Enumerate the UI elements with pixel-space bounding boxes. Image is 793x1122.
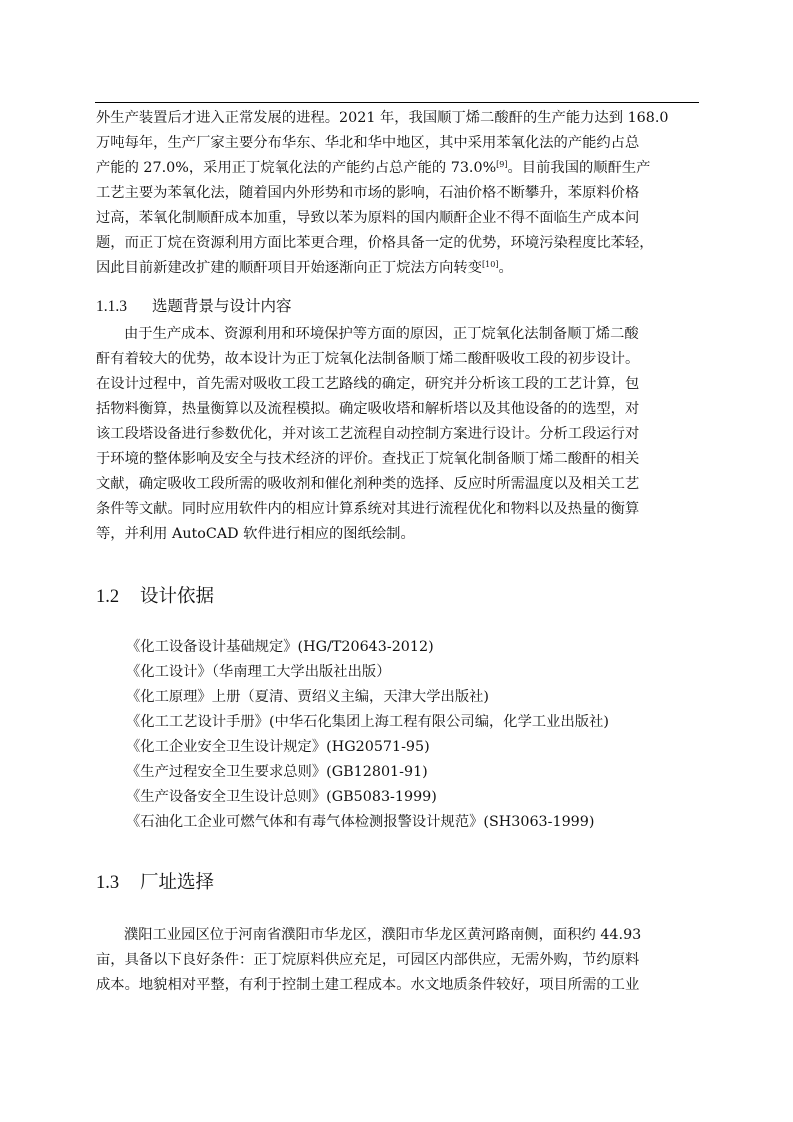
text-line: 等，并利用 AutoCAD 软件进行相应的图纸绘制。 (96, 526, 415, 542)
section-title: 厂址选择 (140, 872, 215, 893)
header-rule (95, 102, 699, 103)
section-number: 1.1.3 (96, 298, 127, 315)
reference-item: 《化工企业安全卫生设计规定》(HG20571-95) (126, 739, 430, 755)
text-line: 过高，苯氧化制顺酐成本加重，导致以苯为原料的国内顺酐企业不得不面临生产成本问 (96, 210, 640, 226)
reference-item: 《化工原理》上册（夏清、贾绍义主编，天津大学出版社) (126, 689, 489, 705)
text-line: 成本。地貌相对平整，有利于控制土建工程成本。水文地质条件较好，项目所需的工业 (96, 977, 640, 993)
reference-item: 《化工工艺设计手册》(中华石化集团上海工程有限公司编，化学工业出版社) (126, 714, 609, 730)
reference-item: 《石油化工企业可燃气体和有毒气体检测报警设计规范》(SH3063-1999) (126, 814, 595, 830)
text-line: 括物料衡算，热量衡算以及流程模拟。确定吸收塔和解析塔以及其他设备的的选型，对 (96, 401, 640, 417)
text-line: 亩，具备以下良好条件：正丁烷原料供应充足，可园区内部供应，无需外购，节约原料 (96, 952, 640, 968)
reference-item: 《化工设计》（华南理工大学出版社出版） (126, 664, 391, 680)
text-line: 产能的 27.0%，采用正丁烷氧化法的产能约占总产能的 73.0%[9]。目前我国的顺酐生产 (96, 160, 651, 176)
section-heading-1-3 (96, 870, 214, 896)
section-number: 1.2 (96, 587, 120, 607)
text-line: 由于生产成本、资源利用和环境保护等方面的原因，正丁烷氧化法制备顺丁烯二酸 (124, 326, 639, 342)
text-line: 条件等文献。同时应用软件内的相应计算系统对其进行流程优化和物料以及热量的衡算 (96, 501, 640, 517)
section-number: 1.3 (96, 873, 120, 893)
section-title: 选题背景与设计内容 (152, 297, 292, 315)
text-line: 文献，确定吸收工段所需的吸收剂和催化剂种类的选择、反应时所需温度以及相关工艺 (96, 476, 640, 492)
text-line: 在设计过程中，首先需对吸收工段工艺路线的确定，研究并分析该工段的工艺计算，包 (96, 376, 640, 392)
text-line: 工艺主要为苯氧化法，随着国内外形势和市场的影响，石油价格不断攀升，苯原料价格 (96, 185, 640, 201)
text-line: 濮阳工业园区位于河南省濮阳市华龙区，濮阳市华龙区黄河路南侧，面积约 44.93 (124, 927, 642, 943)
text-line: 因此目前新建改扩建的顺酐项目开始逐渐向正丁烷法方向转变[10]。 (96, 260, 513, 276)
text-line: 酐有着较大的优势，故本设计为正丁烷氧化法制备顺丁烯二酸酐吸收工段的初步设计。 (96, 351, 640, 367)
text-line: 外生产装置后才进入正常发展的进程。2021 年，我国顺丁烯二酸酐的生产能力达到 168.0 (96, 110, 669, 126)
text-line: 万吨每年，生产厂家主要分布华东、华北和华中地区，其中采用苯氧化法的产能约占总 (96, 135, 640, 151)
reference-item: 《生产过程安全卫生要求总则》(GB12801-91) (126, 764, 428, 780)
text-line: 题，而正丁烷在资源利用方面比苯更合理，价格具备一定的优势，环境污染程度比苯轻， (96, 235, 654, 251)
citation: [9] (496, 160, 508, 169)
text-line: 于环境的整体影响及安全与技术经济的评价。查找正丁烷氧化制备顺丁烯二酸酐的相关 (96, 451, 640, 467)
citation: [10] (482, 260, 499, 269)
reference-item: 《化工设备设计基础规定》(HG/T20643-2012) (126, 639, 434, 655)
reference-item: 《生产设备安全卫生设计总则》(GB5083-1999) (126, 789, 437, 805)
section-heading-1-2 (96, 584, 214, 610)
text-line: 该工段塔设备进行参数优化，并对该工艺流程自动控制方案进行设计。分析工段运行对 (96, 426, 640, 442)
section-title: 设计依据 (140, 586, 215, 607)
section-heading-1-1-3 (96, 295, 292, 318)
